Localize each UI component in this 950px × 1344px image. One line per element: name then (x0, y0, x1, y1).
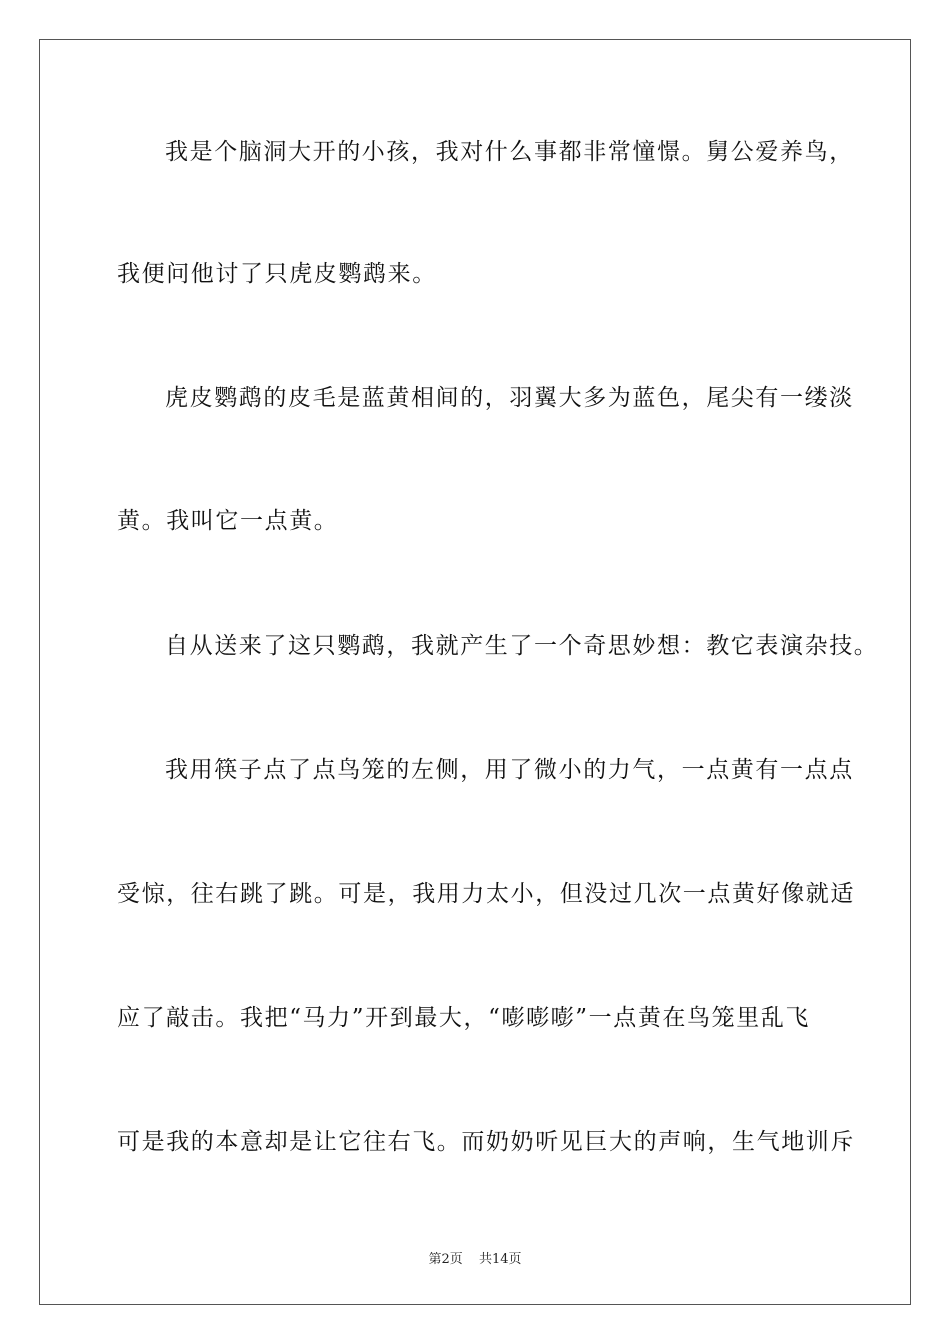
page-number: 第2页 (428, 1252, 463, 1267)
text-line: 我便问他讨了只虎皮鹦鹉来。 (117, 261, 437, 287)
text-line: 自从送来了这只鹦鹉，我就产生了一个奇思妙想：教它表演杂技。 (165, 633, 879, 659)
text-line: 我是个脑洞大开的小孩，我对什么事都非常憧憬。舅公爱养鸟， (165, 139, 854, 165)
text-line: 可是我的本意却是让它往右飞。而奶奶听见巨大的声响，生气地训斥 (117, 1129, 855, 1155)
text-line: 我用筷子点了点鸟笼的左侧，用了微小的力气，一点黄有一点点 (165, 757, 854, 783)
text-line: 受惊，往右跳了跳。可是，我用力太小，但没过几次一点黄好像就适 (117, 881, 855, 907)
page-border (39, 39, 911, 1305)
page-footer (0, 1248, 950, 1267)
text-line: 应了敲击。我把“马力”开到最大，“嘭嘭嘭”一点黄在鸟笼里乱飞 (117, 1005, 811, 1031)
page-total: 共14页 (478, 1252, 522, 1267)
text-line: 虎皮鹦鹉的皮毛是蓝黄相间的，羽翼大多为蓝色，尾尖有一缕淡 (165, 385, 854, 411)
text-line: 黄。我叫它一点黄。 (117, 508, 339, 534)
